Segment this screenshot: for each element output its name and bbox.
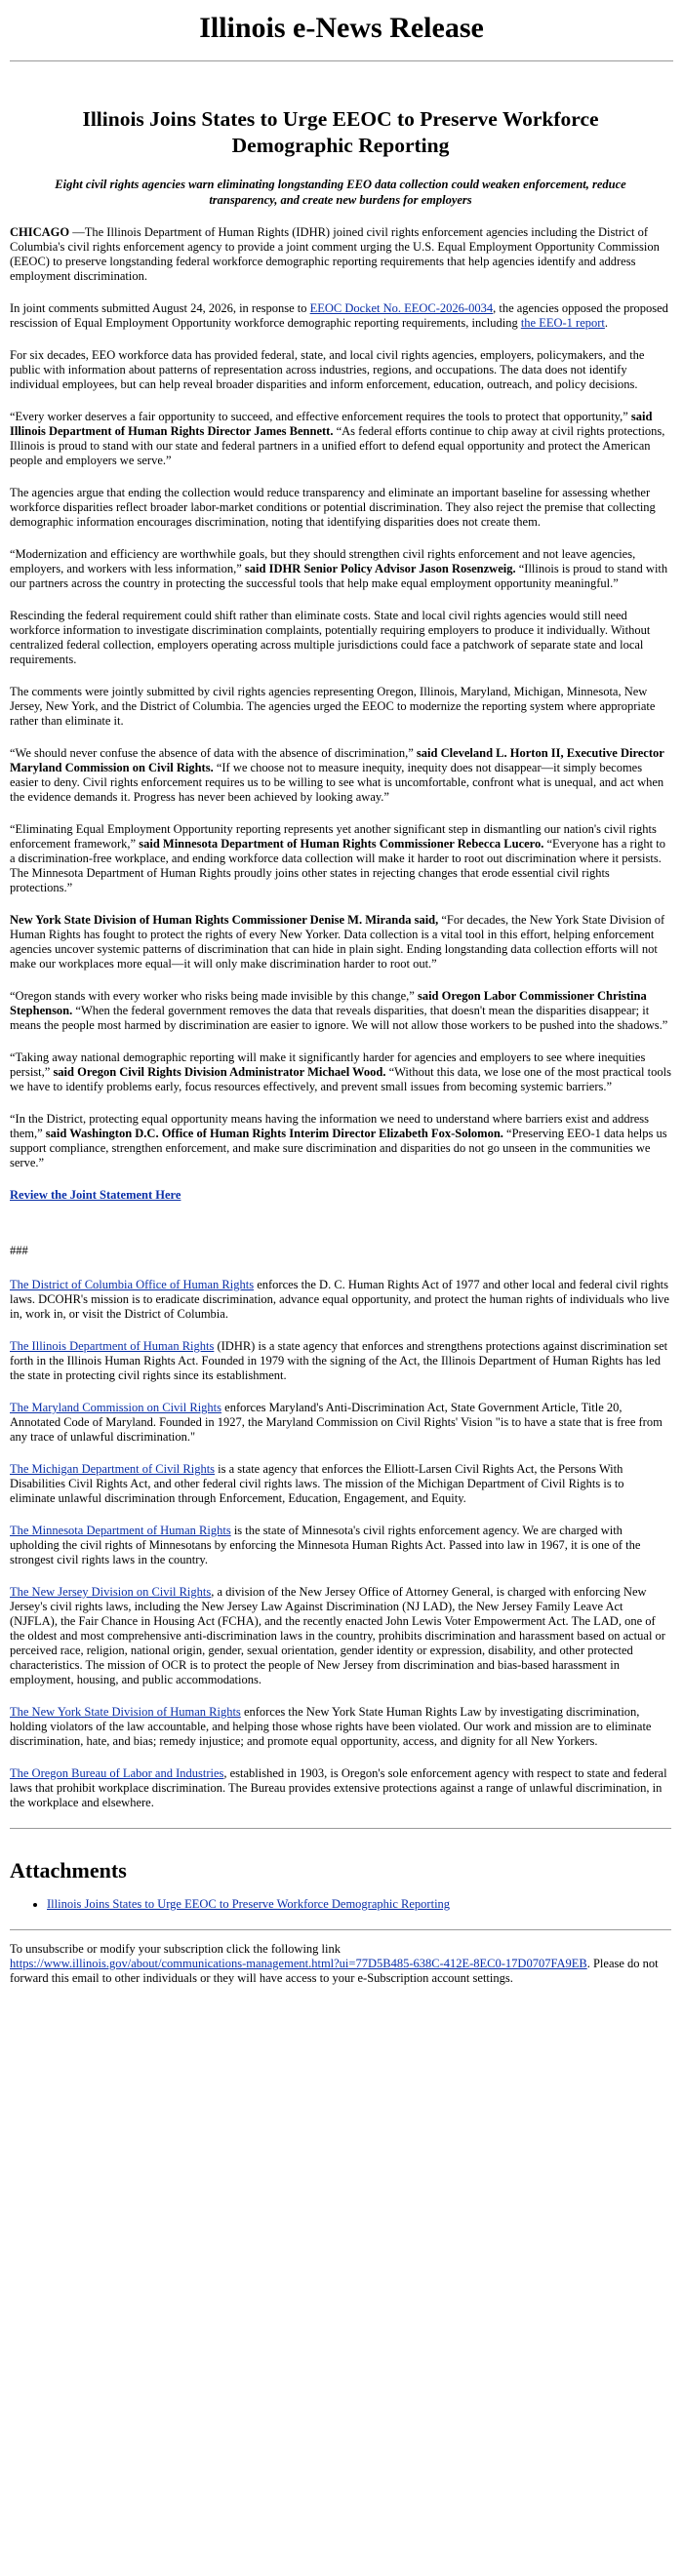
- quote-text: “When the federal government removes the data that reveals disparities, that doesn't mean the disparities disappear; it means the people most harmed by discrimination are easier to ignore. We will not allow those workers to be pushed into the shadows.”: [10, 1004, 668, 1032]
- footer-text: To unsubscribe or modify your subscription click the following link: [10, 1942, 342, 1956]
- paragraph-quote-stephenson: [10, 989, 671, 1033]
- agency-description: enforces Maryland's Anti-Discrimination Act, State Government Article, Title 20, Annotated Code of Maryland. Founded in 1927, the Maryland Commission on Civil Rights' Vision "is to have a state that is free from any trace of unlawful discrimination.": [10, 1401, 663, 1444]
- agency-description: enforces the New York State Human Rights Law by investigating discrimination, holding violators of the law accountable, and helping those whose rights have been violated. Our work and mission are to eliminate discrimination, hate, and bias; remedy injustice; and promote equal opportunity, access, and dignity for all New Yorkers.: [10, 1705, 652, 1748]
- dateline: CHICAGO: [10, 225, 70, 239]
- quote-text: “Oregon stands with every worker who risks being made invisible by this change,”: [10, 989, 415, 1003]
- review-statement-block: [10, 1188, 671, 1203]
- quote-text: “Without this data, we lose one of the most practical tools we have to identify problems early, focus resources effectively, and prevent small issues from becoming systemic barriers.”: [10, 1065, 671, 1093]
- paragraph-quote-miranda: [10, 913, 671, 971]
- agency-description: enforces the D. C. Human Rights Act of 1977 and other local and federal civil rights laws. DCOHR's mission is to eradicate discrimination, advance equal opportunity, and protect the human rights of individuals who live in, work in, or visit the District of Columbia.: [10, 1278, 669, 1321]
- agency-about-new-york: [10, 1705, 671, 1749]
- article: [0, 106, 683, 1996]
- paragraph-rescinding: Rescinding the federal requirement could shift rather than eliminate costs. State and local civil rights agencies would still need workforce information to investigate discrimination complaints, potentially requiring employers to produce it individually. Without centralized federal collection, employers operating across multiple jurisdictions could face a patchwork of separate state and local requirements.: [10, 609, 651, 666]
- quote-attribution: said Illinois Department of Human Rights Director James Bennett.: [10, 410, 653, 438]
- quote-text: “Every worker deserves a fair opportunity to succeed, and effective enforcement requires the tools to protect that opportunity,”: [10, 410, 628, 423]
- masthead: Illinois e-News Release: [10, 0, 673, 61]
- quote-text: “Illinois is proud to stand with our partners across the country in protecting the successful tools that help make equal employment opportunity meaningful.”: [10, 562, 668, 590]
- eeoc-docket-link[interactable]: EEOC Docket No. EEOC-2026-0034: [309, 301, 494, 315]
- agency-link-new-york[interactable]: The New York State Division of Human Rights: [10, 1705, 241, 1719]
- agency-about-illinois: [10, 1339, 671, 1383]
- review-joint-statement-link[interactable]: Review the Joint Statement Here: [10, 1188, 181, 1202]
- quote-text: “We should never confuse the absence of data with the absence of discrimination,”: [10, 746, 414, 760]
- quote-attribution: New York State Division of Human Rights Commissioner Denise M. Miranda said,: [10, 913, 439, 927]
- agency-link-new-jersey[interactable]: The New Jersey Division on Civil Rights: [10, 1585, 212, 1599]
- paragraph-comments: [10, 301, 671, 331]
- attachments-list: [10, 1897, 671, 1912]
- end-marker: ###: [10, 1244, 28, 1257]
- quote-attribution: said IDHR Senior Policy Advisor Jason Rosenzweig.: [241, 562, 516, 575]
- agency-about-maryland: [10, 1401, 671, 1445]
- paragraph-joint-submission: The comments were jointly submitted by civil rights agencies representing Oregon, Illinois, Maryland, Michigan, Minnesota, New Jersey, New York, and the District of Columbia. The agencies urged the EEOC to modernize the reporting system where appropriate rather than eliminate it.: [10, 685, 656, 728]
- quote-text: “In the District, protecting equal opportunity means having the information we need to understand where barriers exist and address them,”: [10, 1112, 650, 1140]
- headline: Illinois Joins States to Urge EEOC to Preserve Workforce Demographic Reporting: [82, 107, 599, 157]
- quote-text: “Everyone has a right to a discrimination-free workplace, and ending workforce data collection will make it harder to root out discrimination where it persists. The Minnesota Department of Human Rights proudly joins other states in rejecting changes that erode essential civil rights protections.”: [10, 837, 665, 894]
- quote-attribution: said Oregon Civil Rights Division Administrator Michael Wood.: [50, 1065, 386, 1079]
- agency-link-oregon[interactable]: The Oregon Bureau of Labor and Industries: [10, 1766, 224, 1780]
- agency-description: (IDHR) is a state agency that enforces and strengthens protections against discrimination set forth in the Illinois Human Rights Act. Founded in 1979 with the signing of the Act, the Illinois Department of Human Rights has led the state in protecting civil rights since its establishment.: [10, 1339, 668, 1382]
- attachments-heading: Attachments: [10, 1858, 127, 1882]
- quote-text: “As federal efforts continue to chip away at civil rights protections, Illinois is proud to stand with our state and federal partners in a unified effort to defend equal opportunity and protect the American people and employers we serve.”: [10, 424, 665, 467]
- quote-attribution: said Washington D.C. Office of Human Rights Interim Director Elizabeth Fox-Solomon.: [42, 1127, 503, 1140]
- comments-text-after: .: [604, 316, 609, 330]
- subheadline: Eight civil rights agencies warn eliminating longstanding EEO data collection could weaken enforcement, reduce transparency, and create new burdens for employers: [55, 178, 626, 207]
- attachment-item: [47, 1897, 671, 1912]
- paragraph-intro: [10, 225, 671, 284]
- quote-text: “Modernization and efficiency are worthwhile goals, but they should strengthen civil rights enforcement and not leave agencies, employers, and workers with less information,”: [10, 547, 636, 575]
- footer-text: . Please do not forward this email to other individuals or they will have access to your e-Subscription account settings.: [10, 1957, 659, 1985]
- agency-description: is the state of Minnesota's civil rights enforcement agency. We are charged with upholding the civil rights of Minnesotans by enforcing the Minnesota Human Rights Act. Passed into law in 1967, it is one of the strongest civil rights laws in the country.: [10, 1524, 641, 1566]
- agency-about-oregon: [10, 1766, 671, 1810]
- agency-link-dc[interactable]: The District of Columbia Office of Human Rights: [10, 1278, 255, 1291]
- quote-attribution: said Minnesota Department of Human Rights Commissioner Rebecca Lucero.: [136, 837, 544, 851]
- paragraph-quote-horton: [10, 746, 671, 805]
- quote-attribution: said Cleveland L. Horton II, Executive Director Maryland Commission on Civil Rights.: [10, 746, 664, 774]
- agency-description: is a state agency that enforces the Elliott-Larsen Civil Rights Act, the Persons With Disabilities Civil Rights Act, and other federal civil rights laws. The mission of the Michigan Department of Civil Rights is to eliminate unlawful discrimination through Enforcement, Education, Engagement, and Equity.: [10, 1462, 624, 1505]
- agency-link-maryland[interactable]: The Maryland Commission on Civil Rights: [10, 1401, 222, 1414]
- agency-about-new-jersey: [10, 1585, 671, 1687]
- intro-text: —The Illinois Department of Human Rights (IDHR) joined civil rights enforcement agencies including the District of Columbia's civil rights enforcement agency to provide a joint comment urging the U.S. Equal Employment Opportunity Commission (EEOC) to preserve longstanding federal workforce demographic reporting requirements that help agencies identify and address employment discrimination.: [10, 225, 660, 283]
- agency-link-michigan[interactable]: The Michigan Department of Civil Rights: [10, 1462, 216, 1476]
- agency-about-dc: [10, 1278, 671, 1322]
- unsubscribe-footer: [10, 1930, 671, 1996]
- quote-text: “Taking away national demographic reporting will make it significantly harder for agencies and employers to see where inequities persist,”: [10, 1050, 646, 1079]
- paragraph-quote-rosenzweig: [10, 547, 671, 591]
- attachments-divider: [10, 1828, 671, 1829]
- agency-description: , established in 1903, is Oregon's sole enforcement agency with respect to state and federal laws that prohibit workplace discrimination. The Bureau provides extensive protections against a range of unlawful discrimination, in the workplace and elsewhere.: [10, 1766, 667, 1809]
- paragraph-quote-bennett: [10, 410, 671, 468]
- agency-link-minnesota[interactable]: The Minnesota Department of Human Rights: [10, 1524, 231, 1537]
- agency-about-michigan: [10, 1462, 671, 1506]
- quote-text: “If we choose not to measure inequity, inequity does not disappear—it simply becomes easier to deny. Civil rights enforcement requires us to be willing to see what is uncomfortable, confront what is unequal, and act when the evidence demands it. Progress has never been achieved by looking away.”: [10, 761, 664, 804]
- comments-text-middle: , the agencies opposed the proposed rescission of Equal Employment Opportunity workforce demographic reporting requirements, including: [10, 301, 668, 330]
- paragraph-quote-fox-solomon: [10, 1112, 671, 1170]
- comments-text-before: In joint comments submitted August 24, 2026, in response to: [10, 301, 310, 315]
- paragraph-six-decades: For six decades, EEO workforce data has provided federal, state, and local civil rights agencies, employers, policymakers, and the public with information about patterns of representation across industries, regions, and occupations. The data does not identify individual employees, but can help reveal broader disparities and inform enforcement, education, outreach, and policy decisions.: [10, 348, 645, 391]
- paragraph-quote-lucero: [10, 822, 671, 895]
- attachment-link[interactable]: Illinois Joins States to Urge EEOC to Preserve Workforce Demographic Reporting: [47, 1897, 451, 1911]
- paragraph-agencies-argue: The agencies argue that ending the collection would reduce transparency and eliminate an important baseline for assessing whether workforce disparities reflect broader labor-market conditions or potential discrimination. They also reject the premise that collecting demographic information encourages discrimination, noting that identifying disparities does not create them.: [10, 486, 656, 529]
- agency-description: , a division of the New Jersey Office of Attorney General, is charged with enforcing New Jersey's civil rights laws, including the New Jersey Law Against Discrimination (NJ LAD), the New Jersey Family Leave Act (NJFLA), the Fair Chance in Housing Act (FCHA), and the recently enacted John Lewis Voter Empowerment Act. The LAD, one of the oldest and most comprehensive anti-discrimination laws in the country, prohibits discrimination and harassment based on actual or perceived race, religion, national origin, gender, sexual orientation, gender identity or expression, disability, and other protected characteristics. The mission of OCR is to protect the people of New Jersey from discrimination and bias-based harassment in employment, housing, and public accommodations.: [10, 1585, 665, 1686]
- subscription-management-link[interactable]: https://www.illinois.gov/about/communications-management.html?ui=77D5B485-638C-412E-8EC0-17D0707FA9EB: [10, 1957, 587, 1970]
- eeo-1-report-link[interactable]: the EEO-1 report: [520, 316, 605, 330]
- quote-text: “Preserving EEO-1 data helps us support compliance, strengthen enforcement, and make sure discrimination and disparities do not go unseen in the communities we serve.”: [10, 1127, 667, 1169]
- agency-about-minnesota: [10, 1524, 671, 1567]
- agency-link-illinois[interactable]: The Illinois Department of Human Rights: [10, 1339, 215, 1353]
- quote-text: “For decades, the New York State Division of Human Rights has fought to protect the rights of every New Yorker. Data collection is a vital tool in this effort, helping enforcement agencies uncover systemic patterns of discrimination that can hide in plain sight. Ending longstanding data collection efforts will not make our workplaces more equal—it will only make discrimination harder to root out.”: [10, 913, 665, 971]
- paragraph-quote-wood: [10, 1050, 671, 1094]
- quote-text: “Eliminating Equal Employment Opportunity reporting represents yet another significant step in dismantling our nation's civil rights enforcement framework,”: [10, 822, 657, 851]
- quote-attribution: said Oregon Labor Commissioner Christina Stephenson.: [10, 989, 647, 1017]
